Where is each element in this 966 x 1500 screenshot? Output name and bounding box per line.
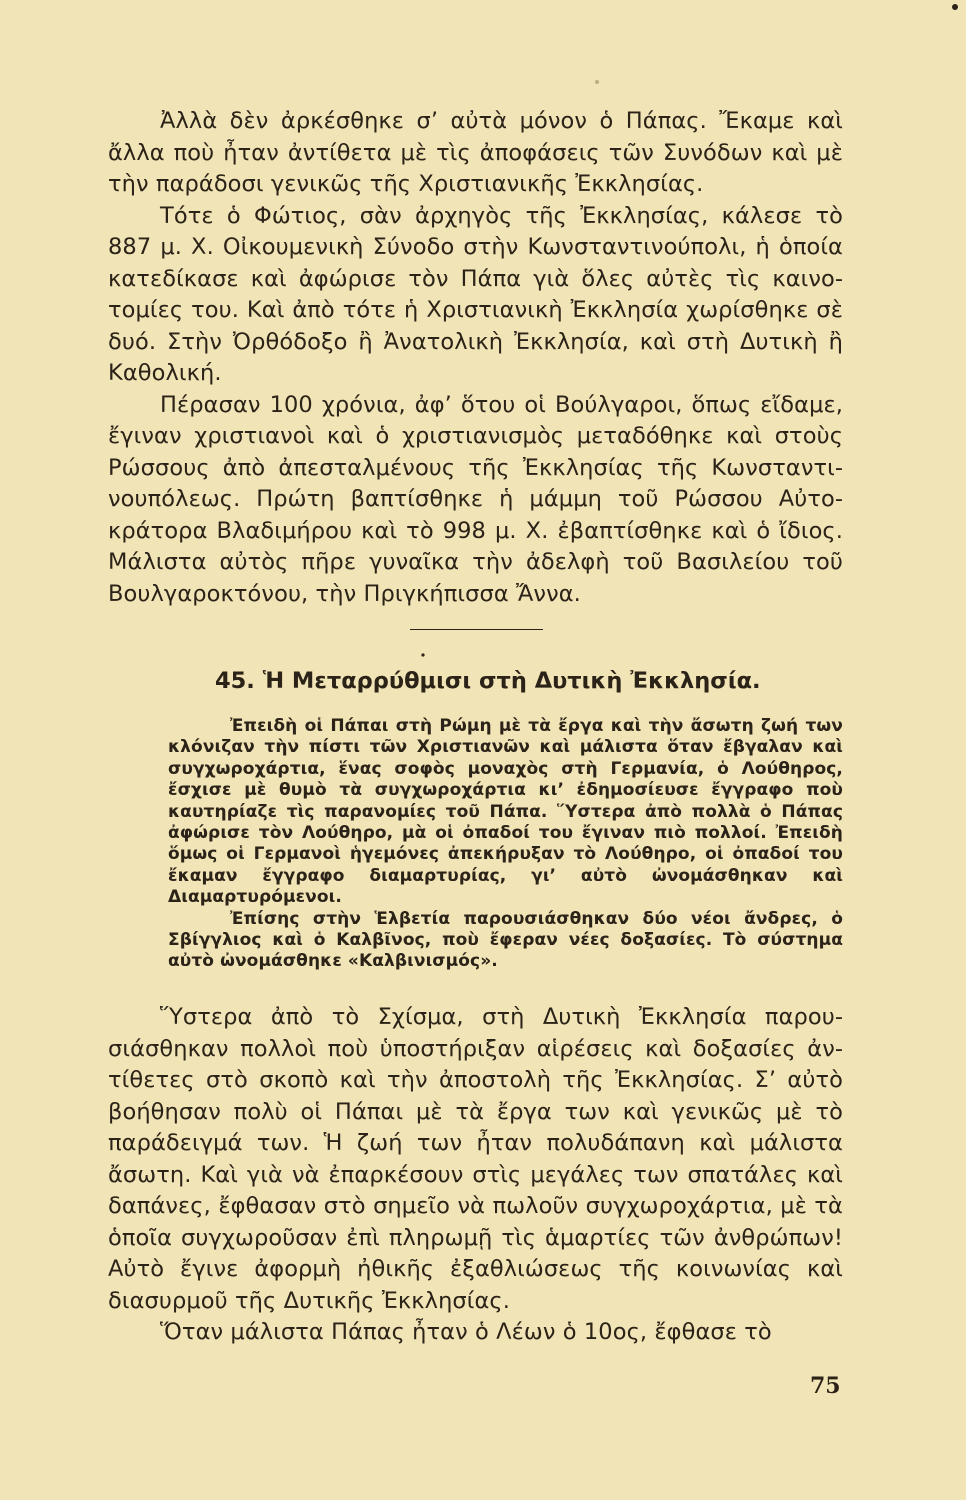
section-divider <box>410 629 543 630</box>
intro-paragraph-1: Ἀλλὰ δὲν ἀρκέσθηκε σ’ αὐτὰ μόνον ὁ Πάπας. Ἔκαμε καὶ ἄλλα ποὺ ἦταν ἀντίθετα μὲ τὶς ἀποφάσεις τῶν Συνόδων καὶ μὲ τὴν παράδοσι γενικῶς τῆς Χριστιανικῆς Ἐκκλησίας. <box>108 108 843 197</box>
body-text <box>108 1002 843 1349</box>
page-number: 75 <box>810 1373 841 1399</box>
intro-paragraph-2: Τότε ὁ Φώτιος, σὰν ἀρχηγὸς τῆς Ἐκκλησίας, κάλεσε τὸ 887 μ. Χ. Οἰκουμενικὴ Σύνοδο στὴν Κωνσταντινούπολι, ἡ ὁποία κατεδίκασε καὶ ἀφώρισε τὸν Πάπα γιὰ ὅλες αὐτὲς τὶς καινοτομίες του. Καὶ ἀπὸ τότε ἡ Χριστιανικὴ Ἐκκλησία χωρίσθηκε σὲ δυό. Στὴν Ὀρθόδοξο ἢ Ἀνατολικὴ Ἐκκλησία, καὶ στὴ Δυτικὴ ἢ Καθολική. <box>108 202 843 386</box>
section-heading: 45. Ἡ Μεταρρύθμισι στὴ Δυτικὴ Ἐκκλησία. <box>215 668 761 694</box>
speck <box>595 80 599 84</box>
section-summary <box>168 716 843 973</box>
intro-text <box>108 106 843 610</box>
speck <box>952 4 958 10</box>
body-paragraph-1: Ὕστερα ἀπὸ τὸ Σχίσμα, στὴ Δυτικὴ Ἐκκλησία παρουσιάσθηκαν πολλοὶ ποὺ ὑποστήριξαν αἱρέσεις καὶ δοξασίες ἀντίθετες στὸ σκοπὸ καὶ τὴν ἀποστολὴ τῆς Ἐκκλησίας. Σ’ αὐτὸ βοήθησαν πολὺ οἱ Πάπαι μὲ τὰ ἔργα των καὶ γενικῶς μὲ τὸ παράδειγμά των. Ἡ ζωή των ἦταν πολυδάπανη καὶ μάλιστα ἄσωτη. Καὶ γιὰ νὰ ἐπαρκέσουν στὶς μεγάλες των σπατάλες καὶ δαπάνες, ἔφθασαν στὸ σημεῖο νὰ πωλοῦν συγχωροχάρτια, μὲ τὰ ὁποῖα συγχωροῦσαν ἐπὶ πληρωμῇ τὶς ἁμαρτίες τῶν ἀνθρώπων! Αὐτὸ ἔγινε ἀφορμὴ ἠθικῆς ἐξαθλιώσεως τῆς κοινωνίας καὶ διασυρμοῦ τῆς Δυτικῆς Ἐκκλησίας. <box>108 1004 843 1314</box>
body-paragraph-2: Ὅταν μάλιστα Πάπας ἦταν ὁ Λέων ὁ 10ος, ἔφθασε τὸ <box>160 1319 772 1345</box>
speck <box>421 653 424 656</box>
summary-paragraph-2: Ἐπίσης στὴν Ἑλβετία παρουσιάσθηκαν δύο νέοι ἄνδρες, ὁ Σβίγγλιος καὶ ὁ Καλβῖνος, ποὺ ἔφεραν νέες δοξασίες. Τὸ σύστημα αὐτὸ ὠνομάσθηκε «Καλβινισμός». <box>168 908 843 972</box>
summary-paragraph-1: Ἐπειδὴ οἱ Πάπαι στὴ Ρώμη μὲ τὰ ἔργα καὶ τὴν ἄσωτη ζωή των κλόνιζαν τὴν πίστι τῶν Χριστιανῶν καὶ μάλιστα ὅταν ἔβγαλαν καὶ συγχωροχάρτια, ἕνας σοφὸς μοναχὸς στὴ Γερμανία, ὁ Λούθηρος, ἔσχισε μὲ θυμὸ τὰ συγχωροχάρτια κι’ ἐδημοσίευσε ἔγγραφο ποὺ καυτηρίαζε τὶς παρανομίες τοῦ Πάπα. Ὕστερα ἀπὸ πολλὰ ὁ Πάπας ἀφώρισε τὸν Λούθηρο, μὰ οἱ ὀπαδοί του ἔγιναν πιὸ πολλοί. Ἐπειδὴ ὅμως οἱ Γερμανοὶ ἡγεμόνες ἀπεκήρυξαν τὸ Λούθηρο, οἱ ὀπαδοί του ἔκαμαν ἔγγραφο διαμαρτυρίας, γι’ αὐτὸ ὠνομάσθηκαν καὶ Διαμαρτυρόμενοι. <box>168 716 843 908</box>
intro-paragraph-3: Πέρασαν 100 χρόνια, ἀφ’ ὅτου οἱ Βούλγαροι, ὅπως εἴδαμε, ἔγιναν χριστιανοὶ καὶ ὁ χριστιανισμὸς μεταδόθηκε καὶ στοὺς Ρώσσους ἀπὸ ἀπεσταλμένους τῆς Ἐκκλησίας τῆς Κωνσταντινουπόλεως. Πρώτη βαπτίσθηκε ἡ μάμμη τοῦ Ρώσσου Αὐτοκράτορα Βλαδιμήρου καὶ τὸ 998 μ. Χ. ἐβαπτίσθηκε καὶ ὁ ἴδιος. Μάλιστα αὐτὸς πῆρε γυναῖκα τὴν ἀδελφὴ τοῦ Βασιλείου τοῦ Βουλγαροκτόνου, τὴν Πριγκήπισσα Ἄννα. <box>108 391 843 607</box>
